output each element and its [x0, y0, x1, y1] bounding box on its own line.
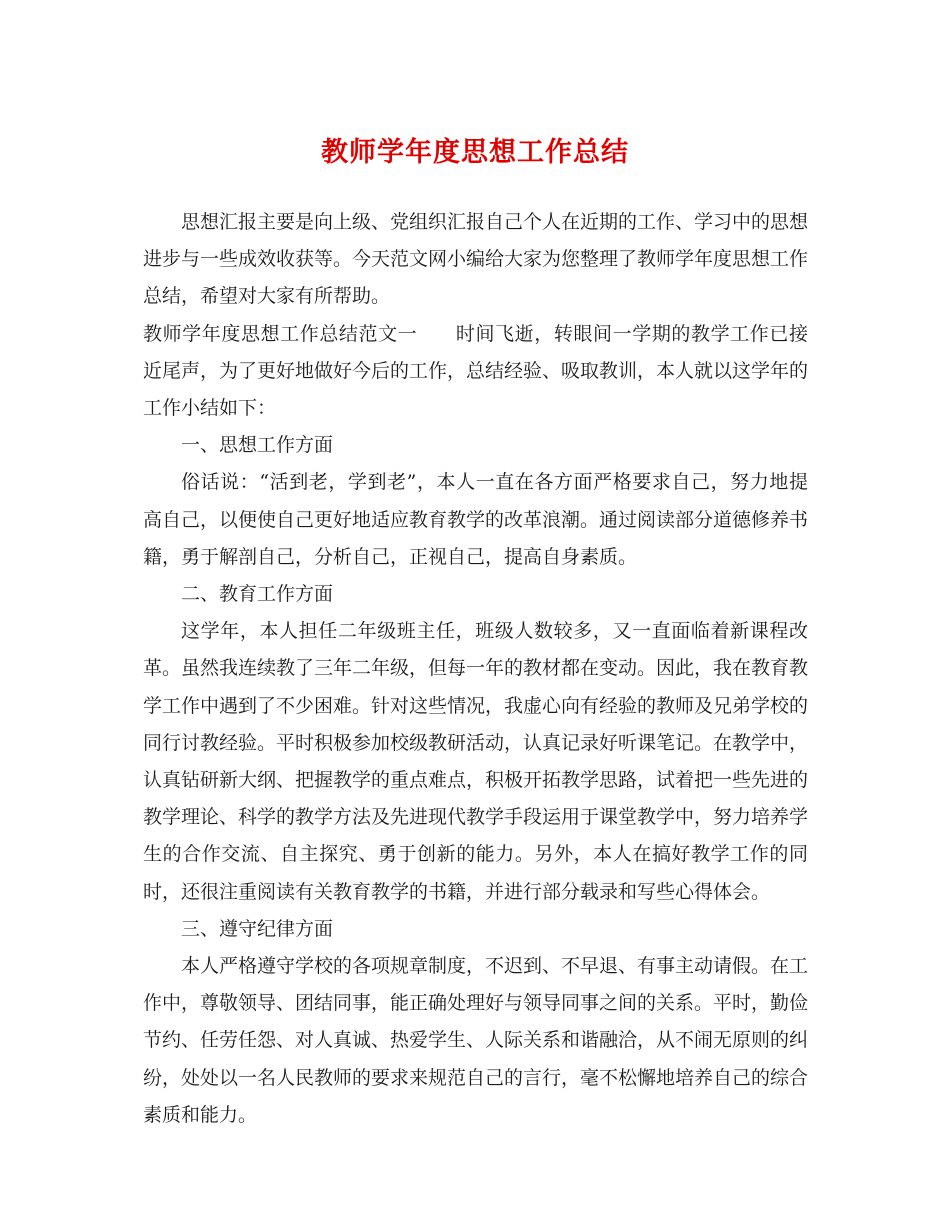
sample-paragraph — [143, 316, 808, 428]
section-heading-discipline: 三、遵守纪律方面 — [181, 917, 334, 940]
section-body-discipline: 本人严格遵守学校的各项规章制度，不迟到、不早退、有事主动请假。在工作中，尊敬领导、团结同事，能正确处理好与领导同事之间的关系。平时，勤俭节约、任劳任怨、对人真诚、热爱学生、人际关系和谐融洽，从不闹无原则的纠纷，处处以一名人民教师的要求来规范自己的言行，毫不松懈地培养自己的综合素质和能力。 — [143, 955, 809, 1126]
intro-paragraph: 思想汇报主要是向上级、党组织汇报自己个人在近期的工作、学习中的思想进步与一些成效收获等。今天范文网小编给大家为您整理了教师学年度思想工作总结，希望对大家有所帮助。 — [143, 211, 809, 308]
section-body-thought: 俗话说：“活到老，学到老”，本人一直在各方面严格要求自己，努力地提高自己，以便使自己更好地适应教育教学的改革浪潮。通过阅读部分道德修养书籍，勇于解剖自己，分析自己，正视自己，提高自身素质。 — [143, 471, 809, 568]
section-heading-education: 二、教育工作方面 — [181, 583, 334, 606]
document-title: 教师学年度思想工作总结 — [321, 137, 629, 168]
document-body — [143, 204, 808, 1134]
section-body-education: 这学年，本人担任二年级班主任，班级人数较多，又一直面临着新课程改革。虽然我连续教了三年二年级，但每一年的教材都在变动。因此，我在教育教学工作中遇到了不少困难。针对这些情况，我虚心向有经验的教师及兄弟学校的同行讨教经验。平时积极参加校级教研活动，认真记录好听课笔记。在教学中，认真钻研新大纲、把握教学的重点难点，积极开拓教学思路，试着把一些先进的教学理论、科学的教学方法及先进现代教学手段运用于课堂教学中，努力培养学生的合作交流、自主探究、勇于创新的能力。另外，本人在搞好教学工作的同时，还很注重阅读有关教育教学的书籍，并进行部分载录和写些心得体会。 — [143, 620, 809, 903]
section-heading-thought: 一、思想工作方面 — [181, 434, 334, 457]
sample-opening: 时间飞逝，转眼间一学期的教学工作已接近尾声，为了更好地做好今后的工作，总结经验、吸取教训，本人就以这学年的工作小结如下： — [143, 322, 809, 420]
sample-heading: 教师学年度思想工作总结范文一 — [143, 322, 418, 345]
